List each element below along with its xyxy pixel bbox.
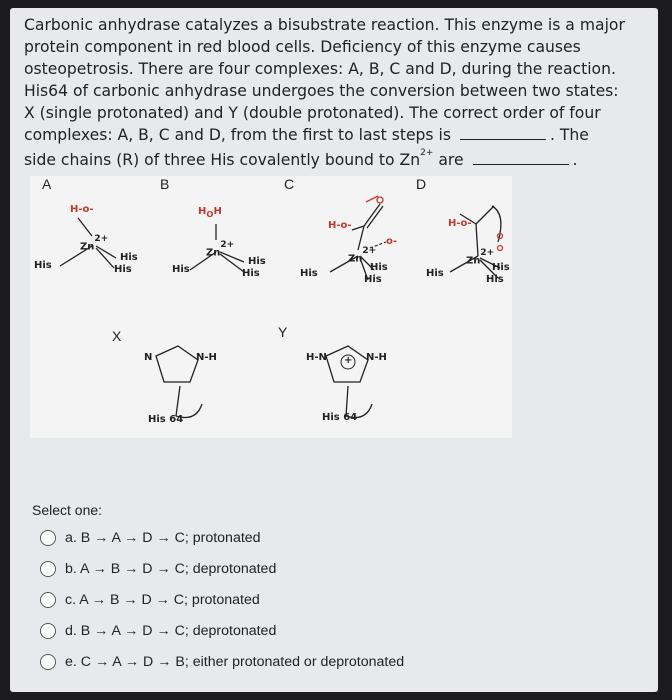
his-ligand-label: His xyxy=(370,262,388,273)
question-text-part: . The xyxy=(549,126,589,144)
his64-label: His 64 xyxy=(148,414,184,425)
answer-blank-order xyxy=(460,125,546,140)
question-line: His64 of carbonic anhydrase undergoes the conversion between two states: xyxy=(24,82,619,100)
option-c[interactable] xyxy=(40,584,404,615)
water-atom: $H_OH$ xyxy=(198,206,222,219)
question-text-part: side chains (R) of three His covalently bound to Zn xyxy=(24,151,421,170)
question-text-part: are xyxy=(438,151,464,170)
state-label-y: Y xyxy=(278,324,288,340)
nitrogen-atom: N xyxy=(144,352,153,363)
zinc-symbol: Zn xyxy=(206,247,221,259)
complex-label-b: B xyxy=(160,176,170,192)
zinc-ion-label xyxy=(206,240,235,259)
his-ligand-label: His xyxy=(120,252,138,263)
radio-button[interactable] xyxy=(40,530,56,546)
state-label-x: X xyxy=(112,328,122,344)
option-label: a. B → A → D → C; protonated xyxy=(65,529,261,546)
radio-button[interactable] xyxy=(40,623,56,639)
his-ligand-label: His xyxy=(426,268,444,279)
his-ligand-label: His xyxy=(172,264,190,275)
nitrogen-hydrogen: N-H xyxy=(366,352,387,363)
zinc-charge: 2+ xyxy=(480,248,495,258)
question-line xyxy=(24,124,636,146)
zinc-symbol: Zn xyxy=(80,241,95,253)
his-ligand-label: His xyxy=(34,260,52,271)
oxygen-atom: o- xyxy=(386,236,398,247)
zinc-ion-label xyxy=(466,248,495,267)
his-ligand-label: His xyxy=(492,262,510,273)
structure-bonds xyxy=(30,176,512,438)
question-line: protein component in red blood cells. Deficiency of this enzyme causes xyxy=(24,38,581,56)
zinc-charge: 2+ xyxy=(94,234,109,244)
option-b[interactable] xyxy=(40,553,404,584)
bicarbonate-atom: H-o- xyxy=(448,218,472,229)
answer-blank-state xyxy=(473,150,569,165)
question-text xyxy=(24,14,636,171)
option-e[interactable] xyxy=(40,646,404,677)
his-ligand-label: His xyxy=(114,264,132,275)
hydrogen-nitrogen: H-N xyxy=(306,352,327,363)
question-line: Carbonic anhydrase catalyzes a bisubstrate reaction. This enzyme is a major xyxy=(24,16,625,34)
radio-button[interactable] xyxy=(40,561,56,577)
positive-charge: + xyxy=(344,355,353,366)
bicarbonate-atom: H-o- xyxy=(328,220,352,231)
radio-button[interactable] xyxy=(40,592,56,608)
option-label: b. A → B → D → C; deprotonated xyxy=(65,560,277,577)
complex-label-c: C xyxy=(284,176,295,192)
select-one-prompt: Select one: xyxy=(32,502,103,518)
question-line: osteopetrosis. There are four complexes: A, B, C and D, during the reaction. xyxy=(24,60,616,78)
mechanism-figure xyxy=(30,176,512,438)
answer-options xyxy=(40,522,404,677)
option-label: d. B → A → D → C; deprotonated xyxy=(65,622,277,639)
complex-label-d: D xyxy=(416,176,427,192)
radio-button[interactable] xyxy=(40,654,56,670)
zinc-ion-label xyxy=(80,234,109,253)
zinc-charge: 2+ xyxy=(362,246,377,256)
option-a[interactable] xyxy=(40,522,404,553)
his-ligand-label: His xyxy=(242,268,260,279)
zinc-charge: 2+ xyxy=(220,240,235,250)
option-d[interactable] xyxy=(40,615,404,646)
complex-label-a: A xyxy=(42,176,52,192)
zinc-symbol: Zn xyxy=(466,255,481,267)
nitrogen-hydrogen: N-H xyxy=(196,352,217,363)
question-line: X (single protonated) and Y (double protonated). The correct order of four xyxy=(24,104,601,122)
charge-superscript: 2+ xyxy=(420,148,434,158)
zinc-symbol: Zn xyxy=(348,253,363,265)
question-text-part: . xyxy=(572,151,578,170)
oxygen-atom: H-o- xyxy=(70,204,94,215)
his64-label: His 64 xyxy=(322,412,358,423)
option-label: e. C → A → D → B; either protonated or deprotonated xyxy=(65,653,405,670)
his-ligand-label: His xyxy=(486,274,504,285)
question-text-part: complexes: A, B, C and D, from the first to last steps is xyxy=(24,126,451,144)
option-label: c. A → B → D → C; protonated xyxy=(65,591,260,608)
his-ligand-label: His xyxy=(300,268,318,279)
question-line xyxy=(24,146,636,171)
his-ligand-label: His xyxy=(248,256,266,267)
his-ligand-label: His xyxy=(364,274,382,285)
